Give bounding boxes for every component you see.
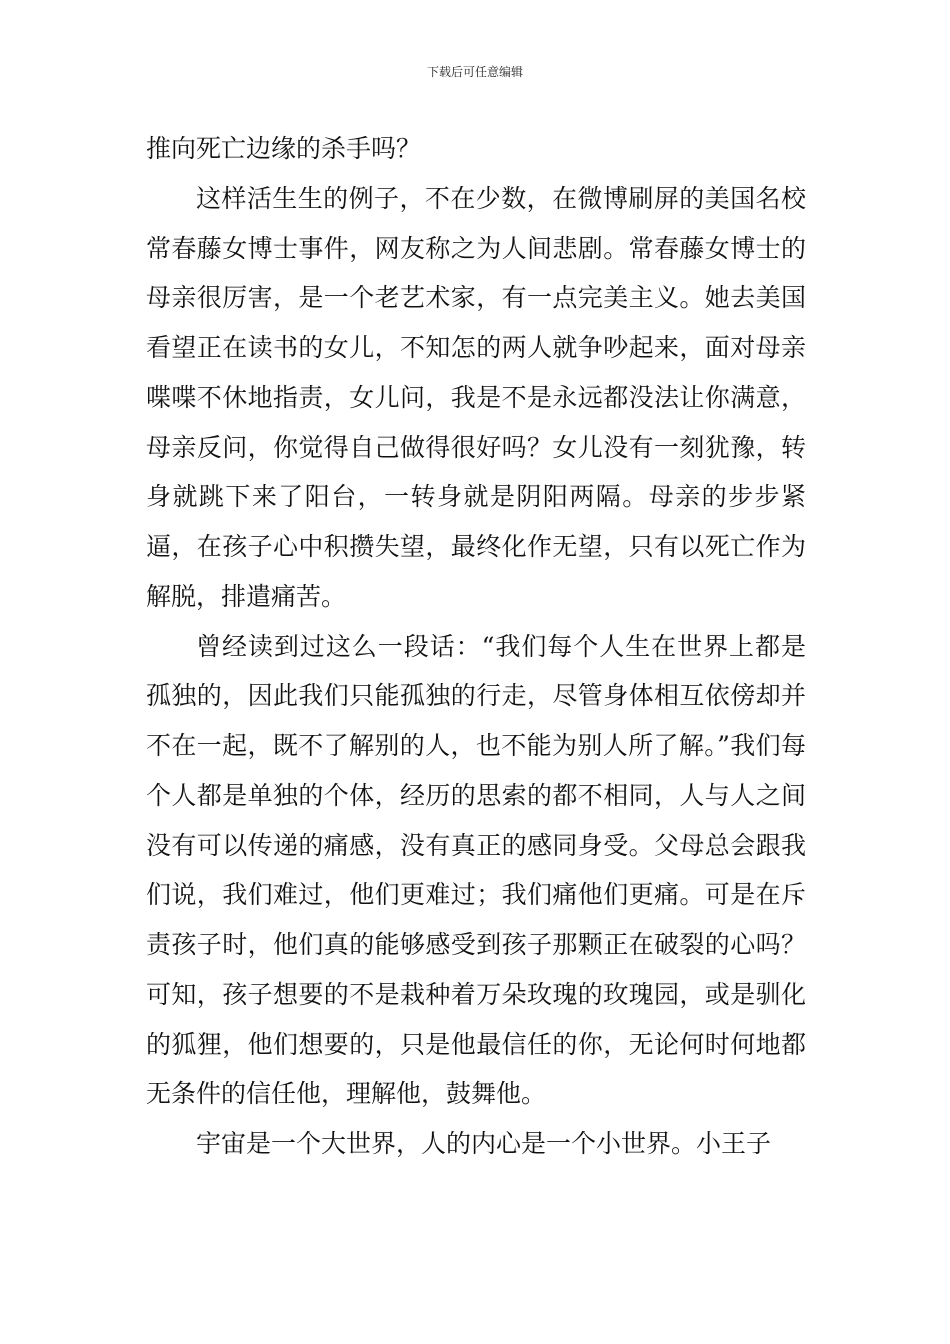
paragraph-4: 宇宙是一个大世界，人的内心是一个小世界。小王子 (196, 1129, 772, 1158)
paragraph-3: 曾经读到过这么一段话：“我们每个人生在世界上都是孤独的，因此我们只能孤独的行走，尽管身体相互依傍却并不在一起，既不了解别的人，也不能为别人所了解。”我们每个人都是单独的个体，经历的思索的都不相同，人与人之间没有可以传递的痛感，没有真正的感同身受。父母总会跟我们说，我们难过，他们更难过；我们痛他们更痛。可是在斥责孩子时，他们真的能够感受到孩子那颗正在破裂的心吗？可知，孩子想要的不是栽种着万朵玫瑰的玫瑰园，或是驯化的狐狸，他们想要的，只是他最信任的你，无论何时何地都无条件的信任他，理解他，鼓舞他。 (146, 631, 806, 1109)
page-header: 下载后可任意编辑 (426, 65, 523, 79)
paragraph-2: 这样活生生的例子，不在少数，在微博刷屏的美国名校常春藤女博士事件，网友称之为人间悲剧。常春藤女博士的母亲很厉害，是一个老艺术家，有一点完美主义。她去美国看望正在读书的女儿，不知怎的两人就争吵起来，面对母亲喋喋不休地指责，女儿问，我是不是永远都没法让你满意，母亲反问，你觉得自己做得很好吗？女儿没有一刻犹豫，转身就跳下来了阳台，一转身就是阴阳两隔。母亲的步步紧逼，在孩子心中积攒失望，最终化作无望，只有以死亡作为解脱，排遣痛苦。 (146, 183, 806, 611)
document-body (146, 124, 806, 1169)
paragraph-1: 推向死亡边缘的杀手吗？ (146, 134, 422, 163)
